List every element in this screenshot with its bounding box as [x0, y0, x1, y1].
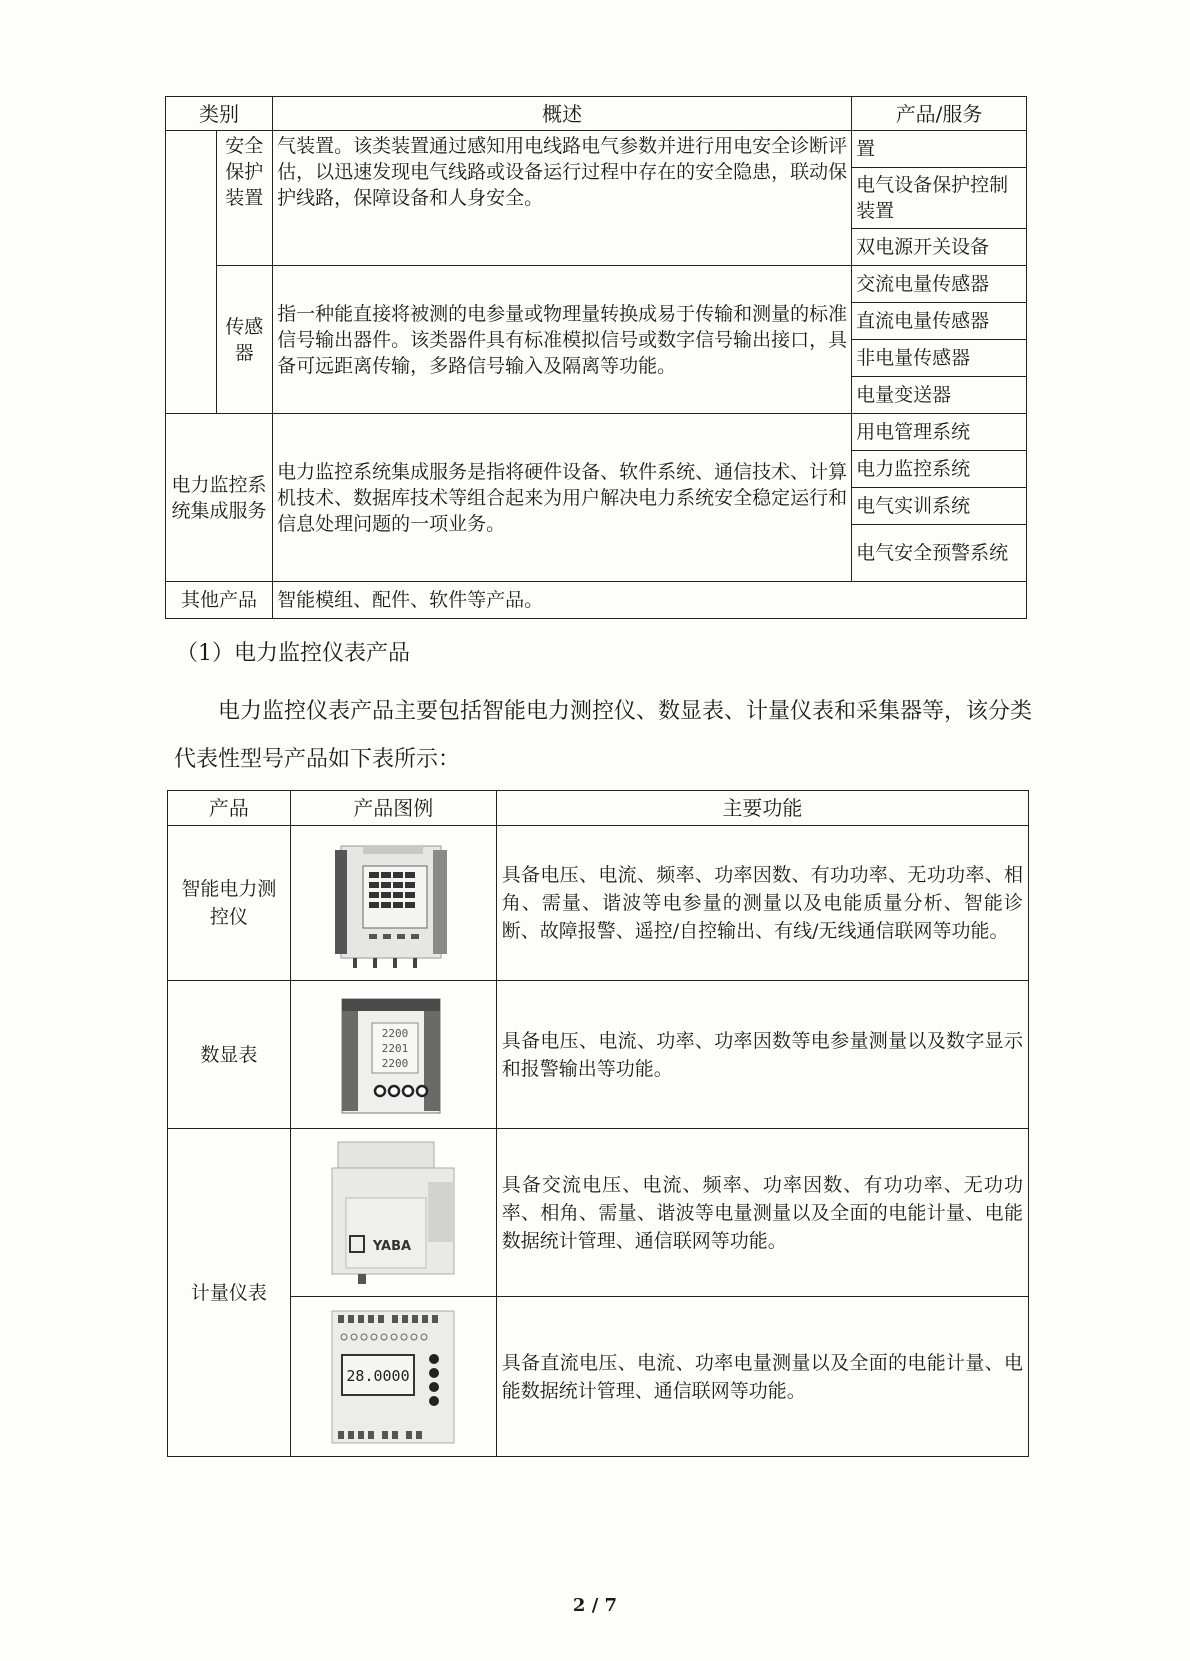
product-image-digital-meter — [290, 981, 496, 1129]
safety-desc: 气装置。该类装置通过感知用电线路电气参数并进行用电安全诊断评估，以迅速发现电气线路或设备运行过程中存在的安全隐患，联动保护线路，保障设备和人身安全。 — [273, 131, 852, 266]
safety-product: 置 — [852, 131, 1027, 168]
product-function: 具备电压、电流、功率、功率因数等电参量测量以及数字显示和报警输出等功能。 — [496, 981, 1028, 1129]
safety-product: 电气设备保护控制装置 — [852, 168, 1027, 229]
safety-label: 安全保护装置 — [216, 131, 273, 266]
product-table — [167, 790, 1029, 1457]
product-function: 具备交流电压、电流、频率、功率因数、有功功率、无功功率、相角、需量、谐波等电量测量以及全面的电能计量、电能数据统计管理、通信联网等功能。 — [496, 1129, 1028, 1297]
safety-product: 双电源开关设备 — [852, 229, 1027, 266]
header-product: 产品 — [168, 791, 291, 826]
product-image-dc-meter — [290, 1297, 496, 1457]
product-image-ac-meter — [290, 1129, 496, 1297]
display-line: 2200 — [382, 1056, 409, 1070]
display-value: 28.0000 — [346, 1366, 410, 1385]
system-product: 电气实训系统 — [852, 488, 1027, 525]
other-label: 其他产品 — [166, 582, 273, 619]
system-product: 电力监控系统 — [852, 451, 1027, 488]
category-table — [165, 96, 1027, 619]
sensor-label: 传感器 — [216, 266, 273, 414]
other-desc: 智能模组、配件、软件等产品。 — [273, 582, 1027, 619]
header-overview: 概述 — [273, 97, 852, 131]
parent-category-cell — [166, 131, 217, 414]
sensor-product: 交流电量传感器 — [852, 266, 1027, 303]
brand-label: YABA — [373, 1238, 412, 1254]
sensor-product: 直流电量传感器 — [852, 303, 1027, 340]
product-name: 智能电力测控仪 — [168, 826, 291, 981]
product-image-smart-meter — [290, 826, 496, 981]
digital-meter-icon — [338, 991, 448, 1119]
ac-meter-icon — [328, 1138, 458, 1288]
header-image: 产品图例 — [290, 791, 496, 826]
system-product: 用电管理系统 — [852, 414, 1027, 451]
product-name: 计量仪表 — [168, 1129, 291, 1457]
header-function: 主要功能 — [496, 791, 1028, 826]
header-category: 类别 — [166, 97, 273, 131]
dc-meter-icon — [328, 1307, 458, 1447]
sensor-product: 电量变送器 — [852, 377, 1027, 414]
product-name: 数显表 — [168, 981, 291, 1129]
intro-paragraph: 电力监控仪表产品主要包括智能电力测控仪、数显表、计量仪表和采集器等，该分类代表性型号产品如下表所示： — [174, 699, 1033, 772]
product-function: 具备电压、电流、频率、功率因数、有功功率、无功功率、相角、需量、谐波等电参量的测量以及电能质量分析、智能诊断、故障报警、遥控/自控输出、有线/无线通信联网等功能。 — [496, 826, 1028, 981]
page-number: 2 / 7 — [572, 1595, 618, 1616]
sensor-product: 非电量传感器 — [852, 340, 1027, 377]
system-label: 电力监控系统集成服务 — [166, 414, 273, 582]
smart-meter-icon — [333, 836, 453, 971]
header-product-service: 产品/服务 — [852, 97, 1027, 131]
display-line: 2200 — [382, 1026, 409, 1040]
sensor-desc: 指一种能直接将被测的电参量或物理量转换成易于传输和测量的标准信号输出器件。该类器件具有标准模拟信号或数字信号输出接口，具备可远距离传输，多路信号输入及隔离等功能。 — [273, 266, 852, 414]
system-product: 电气安全预警系统 — [852, 525, 1027, 582]
display-line: 2201 — [382, 1041, 409, 1055]
product-function: 具备直流电压、电流、功率电量测量以及全面的电能计量、电能数据统计管理、通信联网等功能。 — [496, 1297, 1028, 1457]
system-desc: 电力监控系统集成服务是指将硬件设备、软件系统、通信技术、计算机技术、数据库技术等组合起来为用户解决电力系统安全稳定运行和信息处理问题的一项业务。 — [273, 414, 852, 582]
section-title: （1）电力监控仪表产品 — [176, 641, 410, 666]
